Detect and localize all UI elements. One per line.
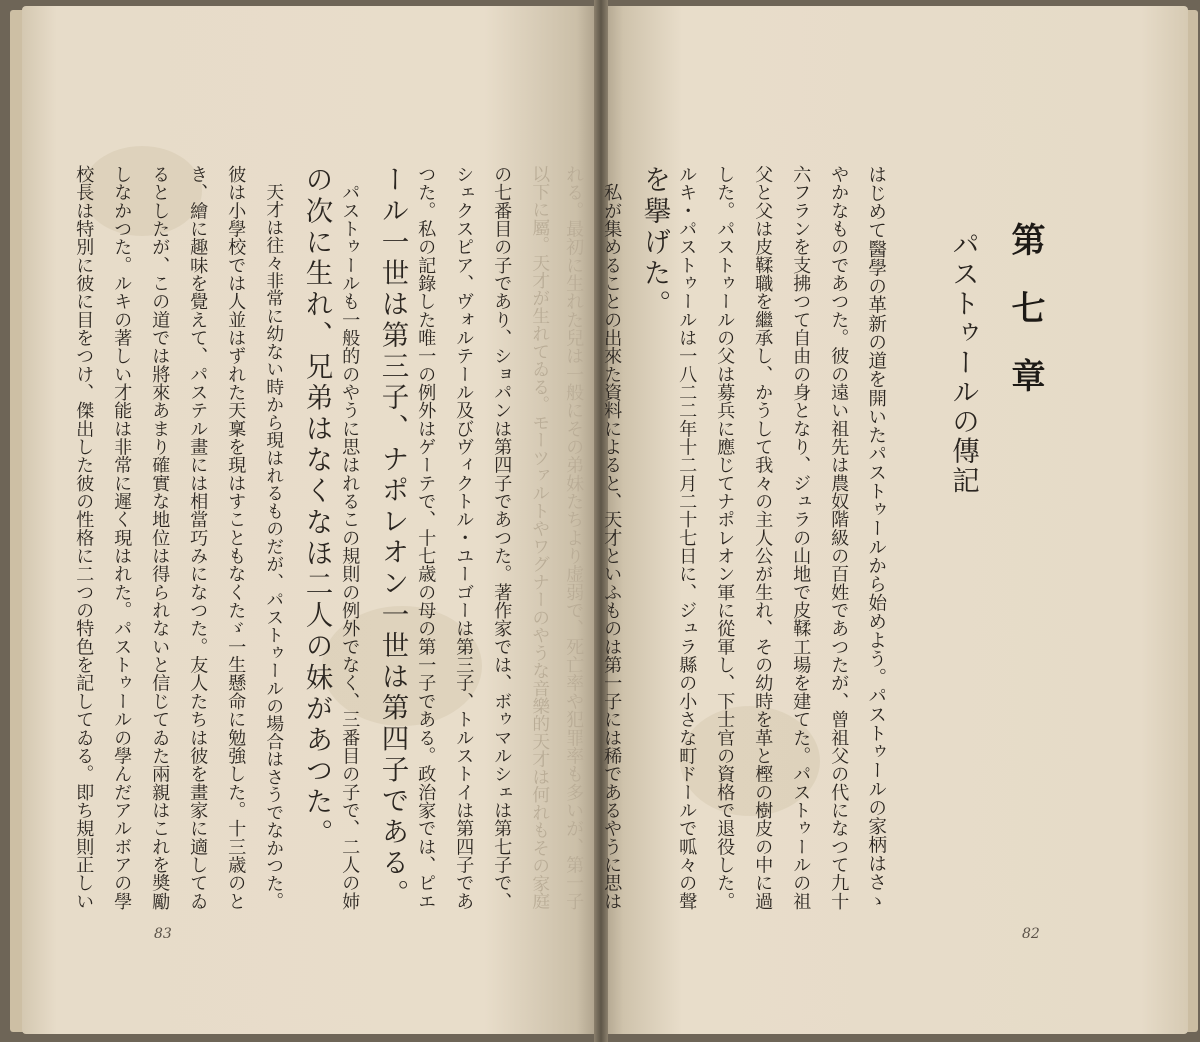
text-column: パストゥールも一般的のやうに思はれるこの規則の例外でなく、三番目の子で、二人の姉	[339, 165, 361, 910]
text-column: 彼は小學校では人並はずれた天稟を現はすこともなくたゞ一生懸命に勉強した。十三歳のと	[225, 165, 247, 910]
text-column: を擧げた。	[638, 165, 671, 321]
text-column: れる。最初に生れた兒は一般にその弟妹たちより虚弱で、死亡率や犯罪率も多いが、第一子	[563, 165, 585, 910]
text-column: 私が集めることの出來た資料によると、天才といふものは第一子には稀であるやうに思は	[601, 165, 623, 910]
page-number-right: 82	[1022, 926, 1040, 942]
text-column: の七番目の子であり、ショパンは第四子であつた。著作家では、ボゥマルシェは第七子で、	[491, 165, 513, 910]
text-column: 校長は特別に彼に目をつけ、傑出した彼の性格に二つの特色を記してゐる。即ち規則正しい	[73, 165, 95, 910]
page-number-left: 83	[154, 926, 172, 942]
text-column: 以下に屬。天才が生れてゐる。モーツァルトやワグナーのやうな音樂的天才は何れもその家庭	[529, 165, 550, 910]
text-column: はじめて醫學の革新の道を開いたパストゥールから始めよう。パストゥールの家柄はさゝ	[865, 165, 887, 910]
text-column: した。パストゥールの父は募兵に應じてナポレオン軍に從軍し、下士官の資格で退役した。	[714, 165, 736, 910]
text-column: き、繪に趣味を覺えて、パステル畫には相當巧みになつた。友人たちは彼を畫家に適してゐ	[187, 165, 209, 910]
text-column: るとしたが、この道では將來あまり確實な地位は得られないと信じてゐた兩親はこれを奬勵	[149, 165, 171, 910]
chapter-subtitle: パストゥールの傳記	[947, 230, 979, 496]
text-column: 父と父は皮鞣職を繼承し、かうして我々の主人公が生れ、その幼時を革と樫の樹皮の中に過	[752, 165, 774, 910]
text-column: ール一世は第三子、ナポレオン一世は第四子である。	[376, 165, 409, 910]
text-column: しなかつた。ルキの著しい才能は非常に遲く現はれた。パストゥールの學んだアルボアの學	[111, 165, 133, 910]
text-column: 六フランを支拂つて自由の身となり、ジュラの山地で皮鞣工場を建てた。パストゥールの祖	[790, 165, 812, 910]
text-column: つた。私の記錄した唯一の例外はゲーテで、十七歳の母の第一子である。政治家では、ピエ	[415, 165, 437, 910]
text-column: シェクスピア、ヴォルテール及びヴィクトル・ユーゴーは第三子、トルストイは第四子であ	[453, 165, 475, 910]
text-column: の次に生れ、兄弟はなくなほ二人の妹があつた。	[300, 165, 333, 850]
text-column: ルキ・パストゥールは一八二二年十二月二十七日に、ジュラ縣の小さな町ドールで呱々の聲	[676, 165, 698, 910]
text-column: 天才は往々非常に幼ない時から現はれるものだが、パストゥールの場合はさうでなかつた。	[263, 165, 284, 910]
text-column: やかなものであつた。彼の遠い祖先は農奴階級の百姓であつたが、曾祖父の代になつて九十	[828, 165, 850, 910]
chapter-title: 第七章	[1005, 222, 1045, 426]
